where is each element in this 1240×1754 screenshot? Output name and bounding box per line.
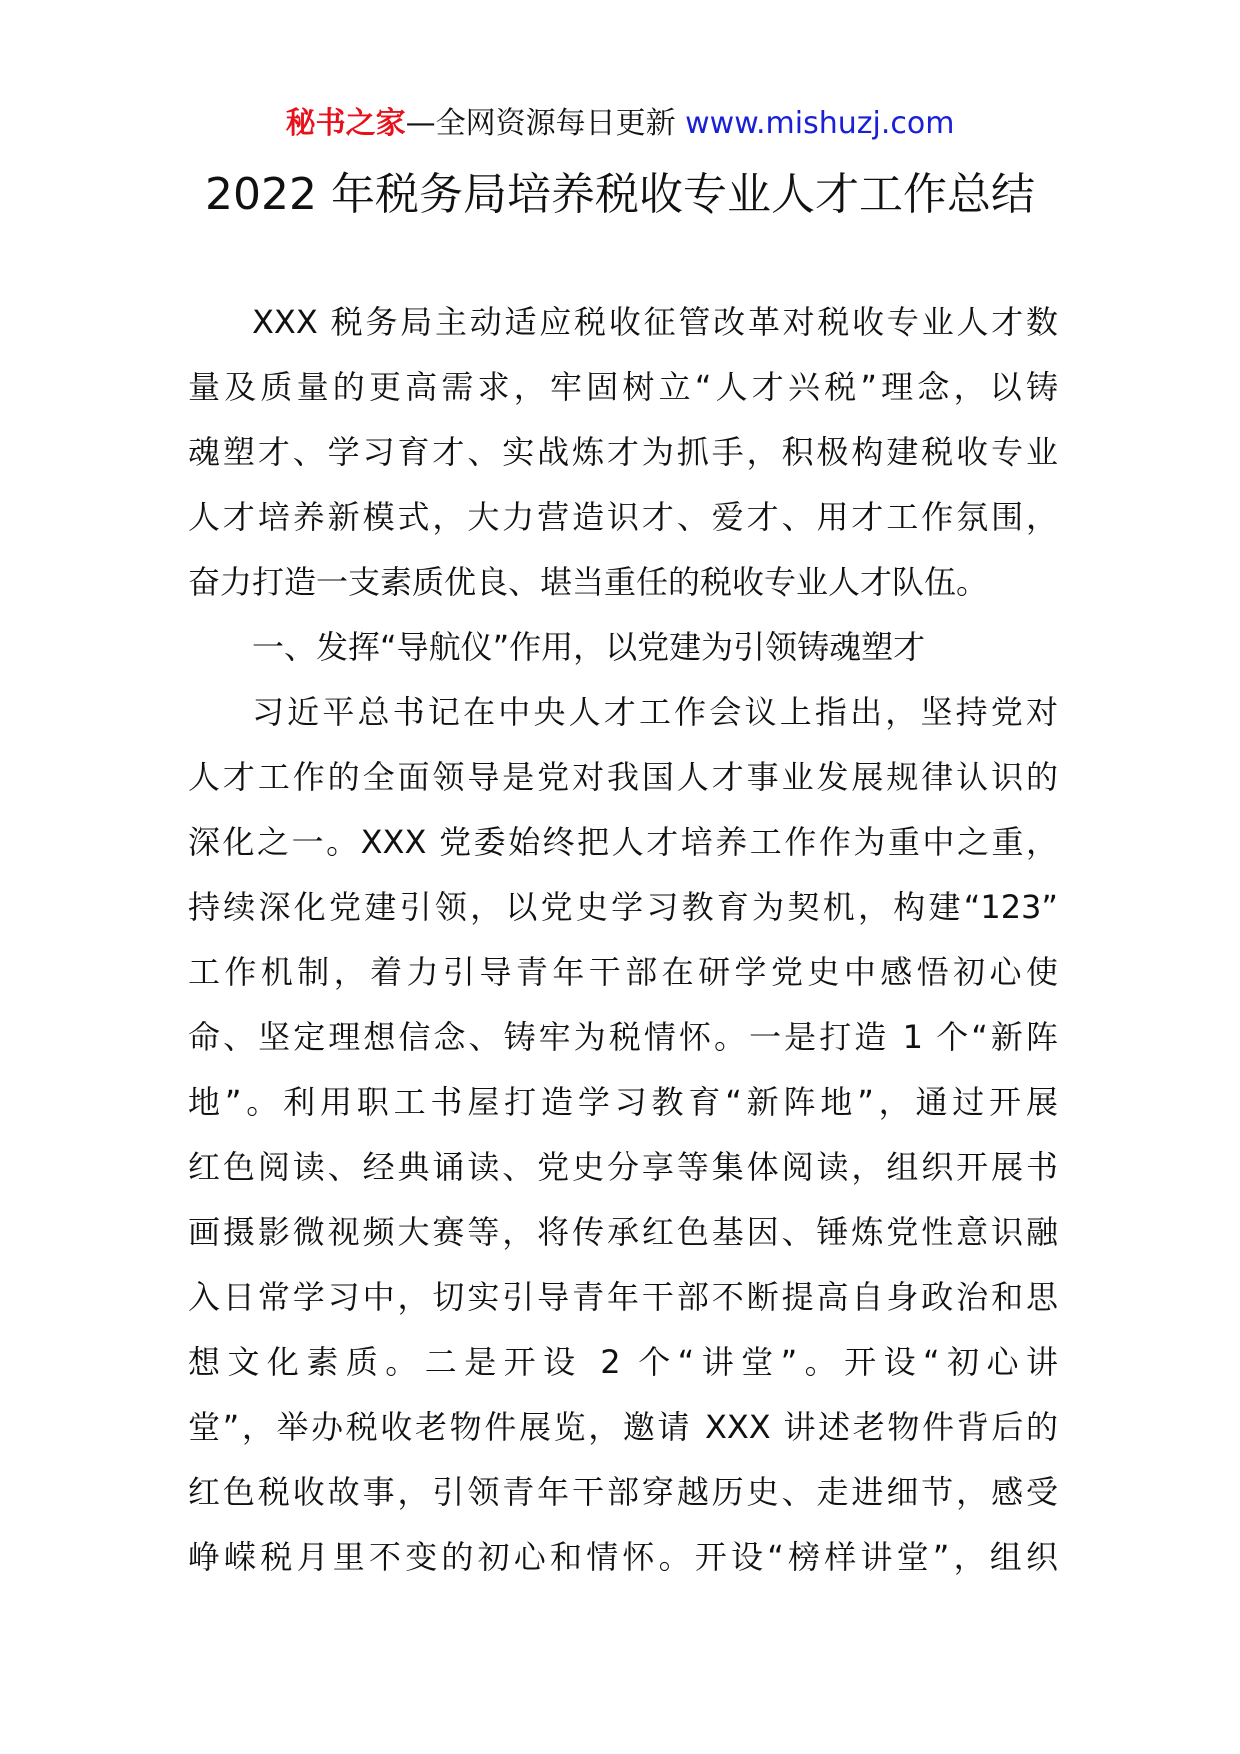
site-banner — [0, 102, 1240, 146]
paragraph-line: 量及质量的更高需求，牢固树立“人才兴税”理念，以铸 — [188, 368, 1058, 406]
paragraph-line: 工作机制，着力引导青年干部在研学党史中感悟初心使 — [188, 953, 1058, 991]
paragraph-line: 命、坚定理想信念、铸牢为税情怀。一是打造 1 个“新阵 — [188, 1018, 1058, 1056]
paragraph-line: 入日常学习中，切实引导青年干部不断提高自身政治和思 — [188, 1278, 1058, 1316]
brand-name: 秘书之家 — [285, 106, 406, 141]
paragraph-line: 地”。利用职工书屋打造学习教育“新阵地”，通过开展 — [188, 1083, 1058, 1121]
section-heading: 一、发挥“导航仪”作用，以党建为引领铸魂塑才 — [252, 628, 926, 666]
paragraph-line: 深化之一。XXX 党委始终把人才培养工作作为重中之重， — [188, 823, 1058, 861]
paragraph-line: 习近平总书记在中央人才工作会议上指出，坚持党对 — [252, 693, 1058, 731]
paragraph-line: 红色税收故事，引领青年干部穿越历史、走进细节，感受 — [188, 1473, 1058, 1511]
banner-slogan: —全网资源每日更新 — [405, 106, 676, 141]
paragraph-line: 堂”，举办税收老物件展览，邀请 XXX 讲述老物件背后的 — [188, 1408, 1058, 1446]
paragraph-line: 奋力打造一支素质优良、堪当重任的税收专业人才队伍。 — [188, 563, 989, 601]
paragraph-line: 持续深化党建引领，以党史学习教育为契机，构建“123” — [188, 888, 1058, 926]
document-title: 2022 年税务局培养税收专业人才工作总结 — [205, 169, 1035, 220]
paragraph-line: 人才培养新模式，大力营造识才、爱才、用才工作氛围， — [188, 498, 1058, 536]
paragraph-line: 魂塑才、学习育才、实战炼才为抓手，积极构建税收专业 — [188, 433, 1058, 471]
paragraph-line: 红色阅读、经典诵读、党史分享等集体阅读，组织开展书 — [188, 1148, 1058, 1186]
paragraph-line: 峥嵘税月里不变的初心和情怀。开设“榜样讲堂”，组织 — [188, 1538, 1058, 1576]
document-body — [188, 290, 1058, 1590]
paragraph-line: 人才工作的全面领导是党对我国人才事业发展规律认识的 — [188, 758, 1058, 796]
paragraph-line: 想文化素质。二是开设 2 个“讲堂”。开设“初心讲 — [188, 1343, 1058, 1381]
paragraph-line: 画摄影微视频大赛等，将传承红色基因、锤炼党性意识融 — [188, 1213, 1058, 1251]
paragraph-line: XXX 税务局主动适应税收征管改革对税收专业人才数 — [252, 303, 1058, 341]
site-url[interactable]: www.mishuzj.com — [685, 106, 955, 141]
